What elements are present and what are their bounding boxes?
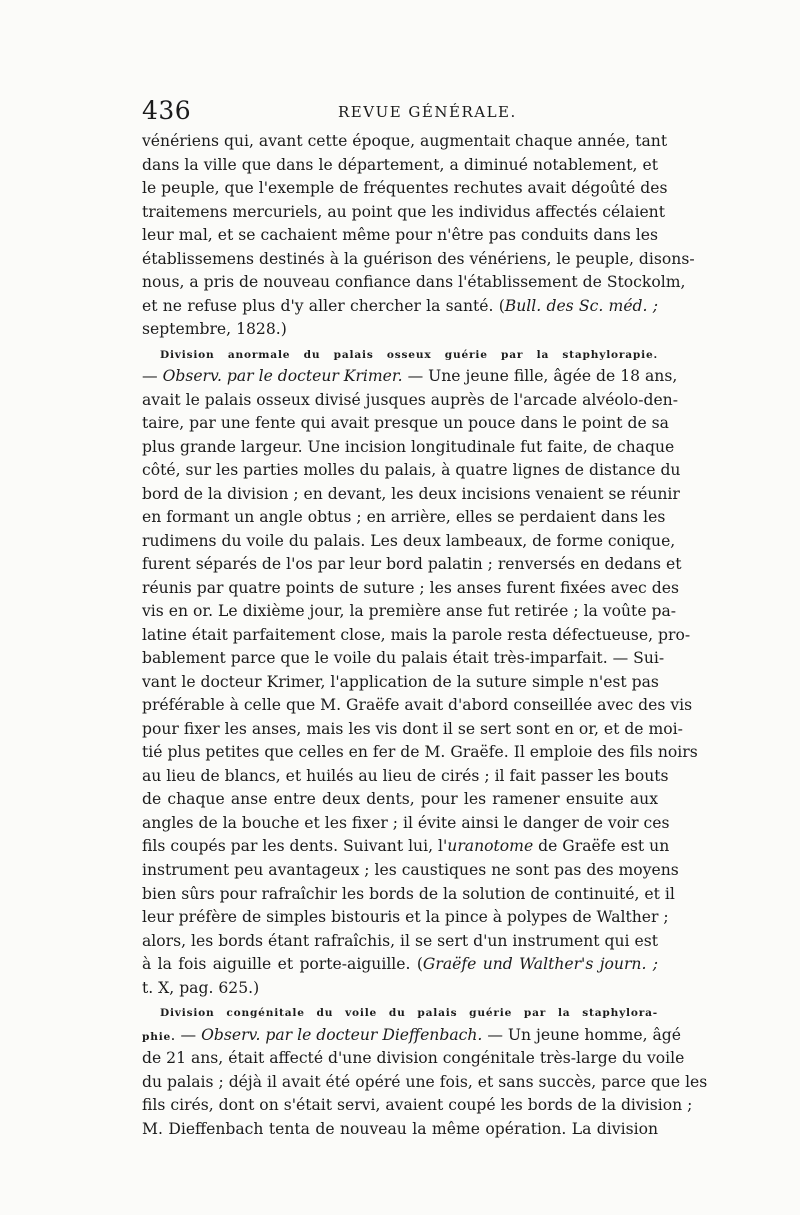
text-line: du palais ; déjà il avait été opéré une fois, et sans succès, parce que les: [142, 1072, 708, 1091]
text-line: nous, a pris de nouveau confiance dans l'établissement de Stockolm,: [142, 273, 686, 292]
text-line: de chaque anse entre deux dents, pour les ramener ensuite aux: [142, 790, 658, 809]
text-line: bablement parce que le voile du palais était très-imparfait. — Sui-: [142, 649, 665, 668]
page-body: [142, 130, 708, 1141]
page-header: [142, 96, 658, 132]
text-line: angles de la bouche et les fixer ; il évite ainsi le danger de voir ces: [142, 813, 670, 832]
text-line: côté, sur les parties molles du palais, à quatre lignes de distance du: [142, 461, 681, 480]
text-line: septembre, 1828.): [142, 320, 287, 339]
citation: Bull. des Sc. méd. ;: [504, 296, 658, 315]
text-line: leur préfère de simples bistouris et la pince à polypes de Walther ;: [142, 908, 669, 927]
observer-credit: Observ. par le docteur Dieffenbach.: [201, 1025, 483, 1044]
text-line: instrument peu avantageux ; les caustiques ne sont pas des moyens: [142, 860, 679, 879]
text-line: bord de la division ; en devant, les deux incisions venaient se réunir: [142, 484, 680, 503]
text-line: bien sûrs pour rafraîchir les bords de la solution de continuité, et il: [142, 884, 675, 903]
text-line: tié plus petites que celles en fer de M. Graëfe. Il emploie des fils noirs: [142, 743, 698, 762]
text-line: vant le docteur Krimer, l'application de la suture simple n'est pas: [142, 672, 659, 691]
text-line: de 21 ans, était affecté d'une division congénitale très-large du voile: [142, 1049, 685, 1068]
instrument-name: uranotome: [447, 837, 534, 856]
text-line: fils cirés, dont on s'était servi, avaient coupé les bords de la division ;: [142, 1096, 693, 1115]
text-line: rudimens du voile du palais. Les deux lambeaux, de forme conique,: [142, 531, 676, 550]
section-heading: Division congénitale du voile du palais guérie par la staphylora-: [160, 1007, 658, 1020]
text-line: en formant un angle obtus ; en arrière, elles se perdaient dans les: [142, 508, 666, 527]
text-line: dans la ville que dans le département, a diminué notablement, et: [142, 155, 658, 174]
text-line: le peuple, que l'exemple de fréquentes rechutes avait dégoûté des: [142, 179, 668, 198]
text-line: leur mal, et se cachaient même pour n'être pas conduits dans les: [142, 226, 658, 245]
text-line: et ne refuse plus d'y aller chercher la santé. (Bull. des Sc. méd. ;: [142, 296, 658, 315]
text-line: avait le palais osseux divisé jusques auprès de l'arcade alvéolo-den-: [142, 390, 678, 409]
section-heading-line: [142, 342, 658, 366]
text-line: préférable à celle que M. Graëfe avait d'abord conseillée avec des vis: [142, 696, 693, 715]
text-line: t. X, pag. 625.): [142, 978, 260, 997]
citation: Graëfe und Walther's journ. ;: [422, 955, 659, 974]
text-line: M. Dieffenbach tenta de nouveau la même opération. La division: [142, 1119, 658, 1138]
observer-credit: Observ. par le docteur Krimer.: [162, 367, 403, 386]
text-line: à la fois aiguille et porte-aiguille. (Graëfe und Walther's journ. ;: [142, 955, 659, 974]
running-head: REVUE GÉNÉRALE.: [338, 103, 517, 121]
text-line: latine était parfaitement close, mais la parole resta défectueuse, pro-: [142, 625, 691, 644]
text-line: vis en or. Le dixième jour, la première anse fut retirée ; la voûte pa-: [142, 602, 677, 621]
text-line: fils coupés par les dents. Suivant lui, l'uranotome de Graëfe est un: [142, 837, 670, 856]
section-heading: Division anormale du palais osseux guérie par la staphylorapie.: [160, 348, 658, 361]
text-line: établissemens destinés à la guérison des vénériens, le peuple, disons-: [142, 249, 695, 268]
text-line: au lieu de blancs, et huilés au lieu de cirés ; il fait passer les bouts: [142, 766, 669, 785]
text-line: alors, les bords étant rafraîchis, il se sert d'un instrument qui est: [142, 931, 658, 950]
text-line: traitemens mercuriels, au point que les individus affectés célaient: [142, 202, 665, 221]
page-number: 436: [142, 96, 192, 125]
text-line: — Observ. par le docteur Krimer. — Une jeune fille, âgée de 18 ans,: [142, 367, 678, 386]
text-line: réunis par quatre points de suture ; les anses furent fixées avec des: [142, 578, 679, 597]
text-line: taire, par une fente qui avait presque un pouce dans le point de sa: [142, 414, 669, 433]
section-heading-line: [142, 1000, 658, 1024]
text-line: pour fixer les anses, mais les vis dont il se sert sont en or, et de moi-: [142, 719, 683, 738]
text-line: vénériens qui, avant cette époque, augmentait chaque année, tant: [142, 132, 668, 150]
text-line: furent séparés de l'os par leur bord palatin ; renversés en dedans et: [142, 555, 682, 574]
text-line: plus grande largeur. Une incision longitudinale fut faite, de chaque: [142, 437, 675, 456]
text-line: phie. — Observ. par le docteur Dieffenbach. — Un jeune homme, âgé: [142, 1025, 682, 1044]
